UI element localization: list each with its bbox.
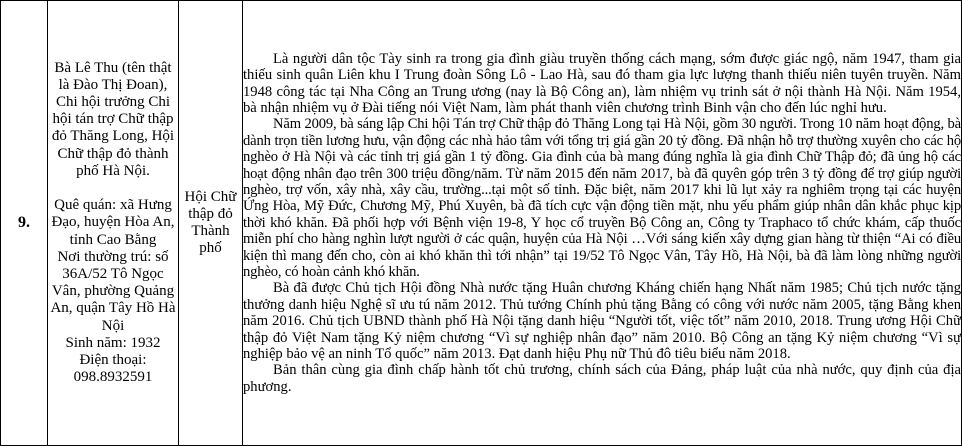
person-residence: Nơi thường trú: số 36A/52 Tô Ngọc Vân, phường Quảng An, quận Tây Hồ Hà Nội	[50, 248, 176, 334]
person-birth-year: Sinh năm: 1932	[65, 334, 161, 351]
paragraph-compliance: Bản thân cùng gia đình chấp hành tốt chủ trương, chính sách của Đảng, pháp luật của nhà nước, quy định của địa phương.	[243, 362, 961, 395]
paragraph-awards: Bà đã được Chủ tịch Hội đồng Nhà nước tặng Huân chương Kháng chiến hạng Nhất năm 1985; Chủ tịch nước tặng thưởng danh hiệu Nghệ sĩ ưu tú năm 2012. Thủ tướng Chính phủ tặng Bằng có công với nước năm 2005, tặng Bằng khen năm 2016. Chủ tịch UBND thành phố Hà Nội tặng danh hiệu “Người tốt, việc tốt” năm 2010, 2018. Trung ương Hội Chữ thập đỏ Việt Nam tặng Kỷ niệm chương “Vì sự nghiệp nhân đạo” năm 2010. Bộ Công an tặng Kỷ niệm chương “Vì sự nghiệp bảo vệ an ninh Tổ quốc” năm 2013. Đạt danh hiệu Phụ nữ Thủ đô tiêu biểu năm 2018.	[243, 280, 961, 363]
achievements-cell	[243, 1, 962, 446]
paragraph-activities: Năm 2009, bà sáng lập Chi hội Tán trợ Chữ thập đỏ Thăng Long tại Hà Nội, gồm 30 người. Trong 10 năm hoạt động, bà dành trọn tiền lương hưu, vận động các nhà hảo tâm với tổng trị giá gần 20 tỷ đồng. Đã nhận hỗ trợ thường xuyên cho các hộ nghèo ở Hà Nội và các tỉnh trị giá gần 1 tỷ đồng. Gia đình của bà mang đúng nghĩa là gia đình Chữ Thập đỏ; đã ủng hộ các hoạt động nhân đạo trên 300 triệu đồng/năm. Từ năm 2015 đến năm 2017, bà đã quyên góp trên 3 tỷ đồng để trợ giúp người nghèo, trợ vốn, xây nhà, xây cầu, trường...tại một số tỉnh. Đặc biệt, năm 2017 khi lũ lụt xảy ra nghiêm trọng tại các huyện Ứng Hòa, Mỹ Đức, Chương Mỹ, Phú Xuyên, bà đã tích cực vận động tiền mặt, nhu yếu phẩm giúp nhân dân khắc phục kịp thời khó khăn. Đã phối hợp với Bệnh viện 19-8, Y học cổ truyền Bộ Công an, Công ty Traphaco tổ chức khám, cấp thuốc miễn phí cho hàng nghìn lượt người ở các quận, huyện của Hà Nội …Với sáng kiến xây dựng gian hàng từ thiện “Ai có điều kiện thì mang đến cho, còn ai khó khăn thì tới nhận” tại 19/52 Tô Ngọc Vân, Tây Hồ, Hà Nội, bà đã làm lòng những người nghèo, có hoàn cảnh khó khăn.	[243, 116, 961, 281]
person-phone-label: Điện thoại:	[79, 351, 147, 368]
row-number: 9.	[1, 1, 48, 446]
person-hometown: Quê quán: xã Hưng Đạo, huyện Hòa An, tỉnh Cao Bằng	[51, 197, 175, 248]
person-info-cell	[48, 1, 179, 446]
table-row	[1, 1, 962, 446]
spacer	[48, 180, 178, 197]
person-phone: 098.8932591	[73, 369, 153, 386]
paragraph-background: Là người dân tộc Tày sinh ra trong gia đình giàu truyền thống cách mạng, sớm được giác ngộ, năm 1947, tham gia thiếu sinh quân Liên khu I Trung đoàn Sông Lô - Lao Hà, sau đó tham gia lực lượng thanh thiếu niên tuyên truyền. Năm 1948 công tác tại Nha Công an Trung ương (nay là Bộ Công an), làm nhiệm vụ trinh sát ở nội thành Hà Nội. Năm 1954, bà nhận nhiệm vụ ở Đài tiếng nói Việt Nam, làm phát thanh viên chương trình Binh vận cho đến lúc nghỉ hưu.	[243, 50, 961, 116]
unit-cell: Hội Chữ thập đỏ Thành phố	[179, 1, 243, 446]
person-name: Bà Lê Thu (tên thật là Đào Thị Đoan), Chi hội trưởng Chi hội tán trợ Chữ thập đỏ Thăng Long, Hội Chữ thập đỏ thành phố Hà Nội.	[51, 59, 175, 179]
